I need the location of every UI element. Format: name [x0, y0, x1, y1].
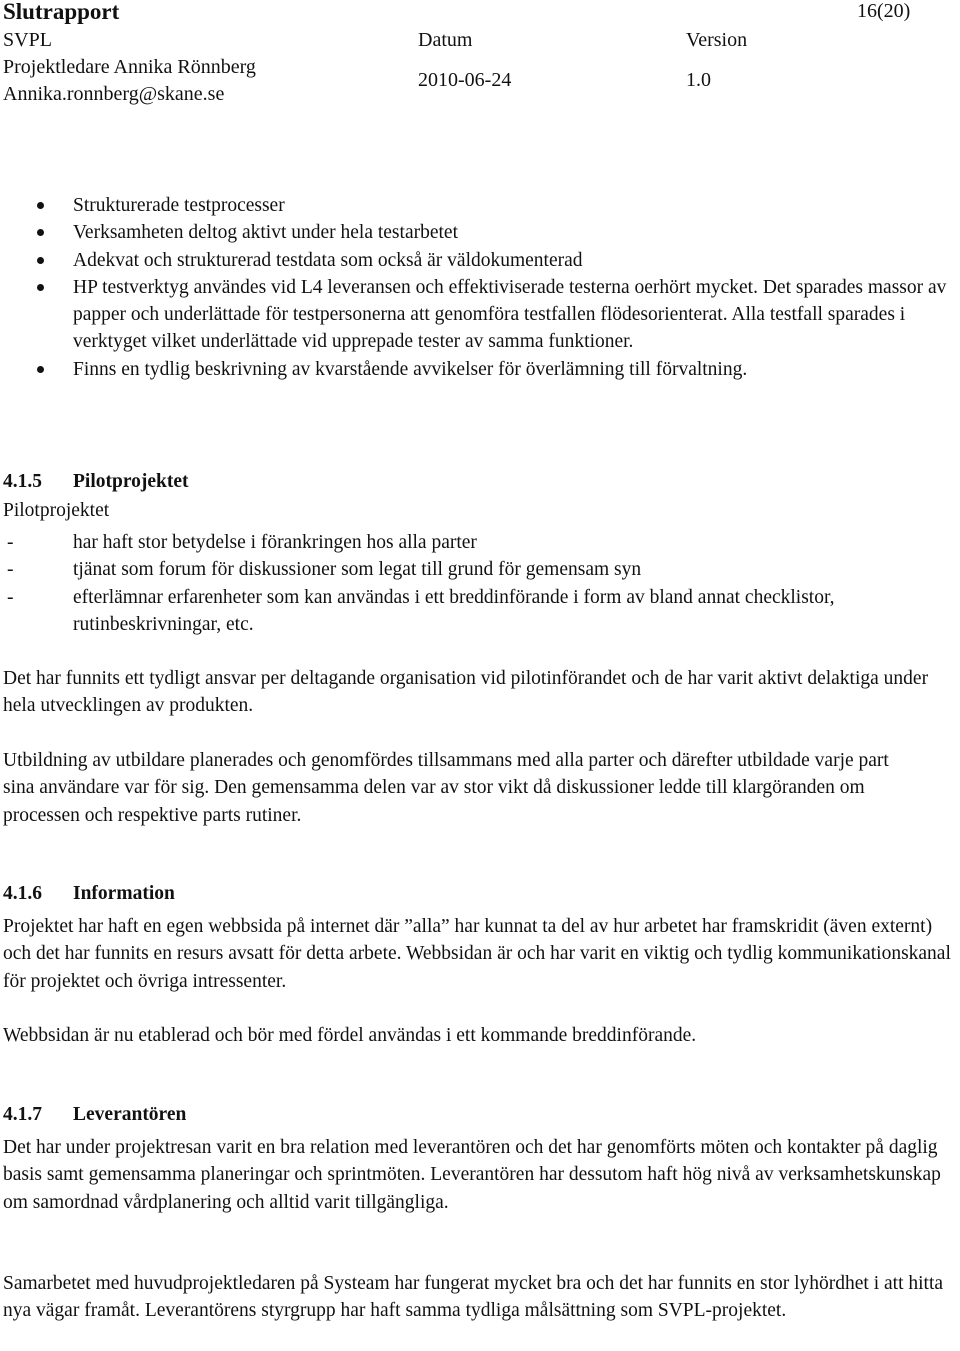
leverantoren-paragraph-1: Det har under projektresan varit en bra relation med leverantören och det har genomförts möten och kontakter på daglig basis samt gemensamma planeringar och sprintmöten. Leverantören har dessutom haft hög nivå av verksamhetskunskap om samordnad vårdplanering och alltid varit tillgängliga. — [3, 1137, 941, 1213]
section-heading-information — [3, 880, 955, 907]
bullet-icon — [37, 284, 44, 291]
section-number: 4.1.7 — [3, 1104, 42, 1125]
section-heading-leverantoren — [3, 1101, 955, 1128]
header-date-value: 2010-06-24 — [418, 69, 512, 91]
leverantoren-paragraph-2: Samarbetet med huvudprojektledaren på Systeam har fungerat mycket bra och det har funnits en stor lyhördhet i att hitta nya vägar framåt. Leverantörens styrgrupp har haft samma tydliga målsättning som SVPL-projektet. — [3, 1273, 944, 1322]
list-item — [3, 556, 955, 583]
dash-marker: - — [7, 559, 14, 581]
bullet-icon — [37, 257, 44, 264]
section-title: Information — [73, 883, 175, 904]
bullet-text: Adekvat och strukturerad testdata som också är väldokumenterad — [73, 249, 583, 271]
dash-marker: - — [7, 586, 14, 608]
section-number: 4.1.5 — [3, 471, 42, 492]
bullet-text: Finns en tydlig beskrivning av kvarstående avvikelser för överlämning till förvaltning. — [73, 358, 748, 380]
header-email: Annika.ronnberg@skane.se — [3, 83, 225, 105]
document-title: Slutrapport — [3, 0, 120, 24]
dash-marker: - — [7, 532, 14, 553]
list-item — [0, 192, 953, 219]
list-item — [3, 584, 955, 639]
pilot-dash-list — [3, 529, 955, 638]
section-title: Pilotprojektet — [73, 471, 189, 492]
header-version-label: Version — [686, 29, 748, 51]
header-project-manager: Projektledare Annika Rönnberg — [3, 56, 256, 78]
section-number: 4.1.6 — [3, 883, 42, 904]
list-item — [3, 529, 955, 556]
bullet-icon — [37, 229, 44, 236]
bullet-text: Verksamheten deltog aktivt under hela testarbetet — [73, 222, 458, 244]
bullet-list — [0, 192, 960, 383]
list-item — [0, 219, 953, 246]
information-paragraph-2: Webbsidan är nu etablerad och bör med fördel användas i ett kommande breddinförande. — [3, 1025, 697, 1046]
list-item — [0, 247, 953, 274]
page-number: 16(20) — [857, 0, 911, 22]
bullet-icon — [37, 366, 44, 373]
pilot-paragraph-1: Det har funnits ett tydligt ansvar per deltagande organisation vid pilotinförandet och de har varit aktivt delaktiga under hela utvecklingen av produkten. — [3, 668, 929, 717]
information-paragraph-1: Projektet har haft en egen webbsida på internet där ”alla” har kunnat ta del av hur arbetet har framskridit (även externt) och det har funnits en resurs avsatt för detta arbete. Webbsidan är och har varit en viktig och tydlig kommunikationskanal för projektet och övriga intressenter. — [3, 916, 951, 992]
section-title: Leverantören — [73, 1104, 187, 1125]
dash-item-text: tjänat som forum för diskussioner som legat till grund för gemensam syn — [73, 559, 642, 581]
pilot-paragraph-2: Utbildning av utbildare planerades och genomfördes tillsammans med alla parter och därefter utbildade varje part sina användare var för sig. Den gemensamma delen var av stor vikt då diskussioner ledde till klargöranden om processen och respektive parts rutiner. — [3, 750, 889, 826]
bullet-icon — [37, 202, 44, 209]
header-date-label: Datum — [418, 29, 473, 51]
list-item — [0, 356, 953, 383]
header-org: SVPL — [3, 29, 52, 51]
bullet-text: Strukturerade testprocesser — [73, 195, 285, 216]
section-heading-pilotprojektet — [3, 468, 955, 495]
dash-item-text: har haft stor betydelse i förankringen hos alla parter — [73, 532, 477, 553]
list-item — [0, 274, 953, 356]
bullet-text: HP testverktyg användes vid L4 leveransen och effektiviserade testerna oerhört mycket. Det sparades massor av papper och underlättade för testpersonerna att genomföra testfallen flödesorienterat. Alla testfall sparades i verktyget vilket underlättade vid upprepade tester av samma funktioner. — [73, 276, 947, 353]
dash-item-text: efterlämnar erfarenheter som kan användas i ett breddinförande i form av bland annat checklistor, rutinbeskrivningar, etc. — [73, 586, 835, 635]
header-version-value: 1.0 — [686, 69, 711, 91]
pilot-intro: Pilotprojektet — [3, 500, 110, 521]
